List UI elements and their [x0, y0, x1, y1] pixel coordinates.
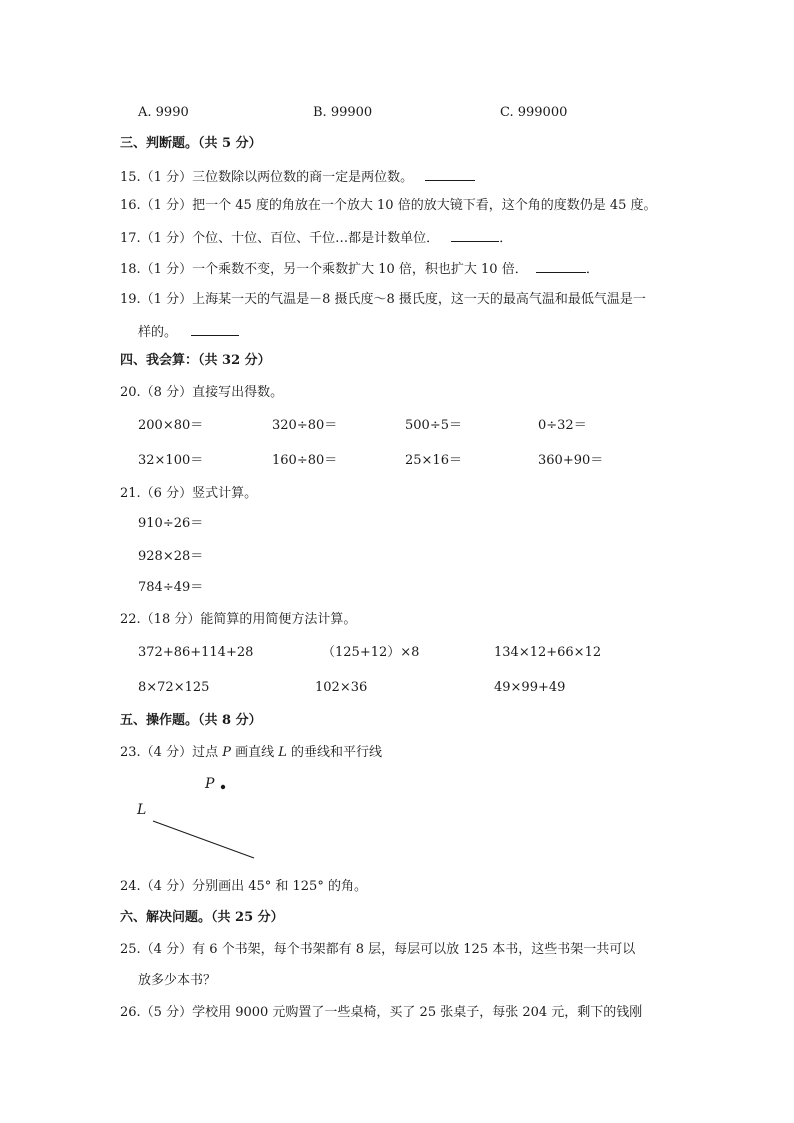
- option-a: A. 9990: [138, 105, 189, 120]
- option-b: B. 99900: [313, 105, 373, 120]
- question-25-line2: 放多少本书？: [138, 973, 217, 988]
- simplify-item: （125+12）×8: [322, 645, 420, 660]
- line-l: [153, 821, 254, 858]
- simplify-item: 372+86+114+28: [138, 645, 254, 660]
- calc-item: 360+90＝: [538, 453, 604, 468]
- question-17-text: 17.（1 分）个位、十位、百位、千位…都是计数单位．: [120, 231, 440, 246]
- simplify-item: 134×12+66×12: [494, 645, 602, 660]
- point-p-ref: P: [222, 745, 231, 760]
- question-22: 22.（18 分）能简算的用简便方法计算。: [120, 612, 357, 627]
- calc-item: 160÷80＝: [272, 453, 338, 468]
- question-24: 24.（4 分）分别画出 45° 和 125° 的角。: [120, 879, 367, 894]
- question-23-text: 23.（4 分）过点: [120, 745, 223, 760]
- vertical-calc-item: 928×28＝: [138, 549, 204, 564]
- calc-item: 320÷80＝: [272, 418, 338, 433]
- section-4-heading: 四、我会算：（共 32 分）: [120, 353, 271, 368]
- question-15-text: 15.（1 分）三位数除以两位数的商一定是两位数。: [120, 170, 414, 185]
- question-17-suffix: ．: [499, 231, 513, 246]
- question-26-line1: 26.（5 分）学校用 9000 元购置了一些桌椅，买了 25 张桌子，每张 204 元，剩下的钱刚: [120, 1005, 643, 1020]
- calc-item: 25×16＝: [405, 453, 462, 468]
- section-3-heading: 三、判断题。（共 5 分）: [120, 136, 262, 151]
- question-19-line1: 19.（1 分）上海某一天的气温是－8 摄氏度～8 摄氏度，这一天的最高气温和最低气温是一: [120, 292, 646, 307]
- calc-item: 32×100＝: [138, 453, 204, 468]
- line-l-label: L: [137, 802, 147, 818]
- section-6-heading: 六、解决问题。（共 25 分）: [120, 910, 284, 925]
- question-18-text: 18.（1 分）一个乘数不变，另一个乘数扩大 10 倍，积也扩大 10 倍．: [120, 262, 528, 277]
- vertical-calc-item: 784÷49＝: [138, 580, 204, 595]
- question-19-text: 样的。: [138, 325, 178, 340]
- vertical-calc-item: 910÷26＝: [138, 516, 204, 531]
- question-25-line1: 25.（4 分）有 6 个书架，每个书架都有 8 层，每层可以放 125 本书，这些书架一共可以: [120, 942, 636, 957]
- calc-item: 500÷5＝: [405, 418, 462, 433]
- point-p: [221, 785, 225, 789]
- calc-item: 0÷32＝: [538, 418, 587, 433]
- simplify-item: 102×36: [315, 680, 368, 695]
- question-21: 21.（6 分）竖式计算。: [120, 486, 258, 501]
- question-16: 16.（1 分）把一个 45 度的角放在一个放大 10 倍的放大镜下看，这个角的度数仍是 45 度。: [120, 198, 657, 213]
- question-23-text: 画直线: [230, 745, 279, 760]
- section-5-heading: 五、操作题。（共 8 分）: [120, 713, 262, 728]
- question-23-text: 的垂线和平行线: [286, 745, 383, 760]
- simplify-item: 8×72×125: [138, 680, 210, 695]
- question-20: 20.（8 分）直接写出得数。: [120, 385, 284, 400]
- line-l-ref: L: [278, 745, 287, 760]
- calc-item: 200×80＝: [138, 418, 204, 433]
- option-c: C. 999000: [500, 105, 568, 120]
- simplify-item: 49×99+49: [494, 680, 566, 695]
- question-18-suffix: ．: [585, 262, 599, 277]
- point-p-label: P: [205, 776, 215, 792]
